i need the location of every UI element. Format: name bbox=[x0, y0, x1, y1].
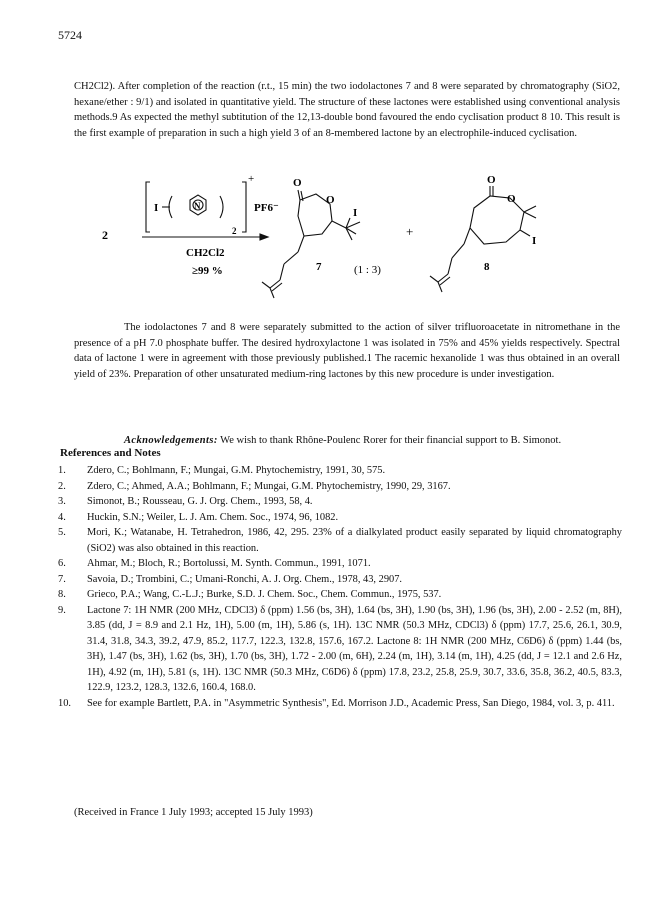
reference-text: Simonot, B.; Rousseau, G. J. Org. Chem., 1993, 58, 4. bbox=[87, 496, 313, 507]
reference-text: Savoia, D.; Trombini, C.; Umani-Ronchi, A. J. Org. Chem., 1978, 43, 2907. bbox=[87, 573, 403, 585]
received-date: (Received in France 1 July 1993; accepted 15 July 1993) bbox=[74, 807, 313, 818]
yield-label: ≥99 % bbox=[192, 265, 223, 277]
reference-text: Huckin, S.N.; Weiler, L. J. Am. Chem. Soc., 1974, 96, 1082. bbox=[87, 511, 339, 523]
reagent-iodine: I bbox=[154, 202, 159, 214]
paragraph-2: The iodolactones 7 and 8 were separately submitted to the action of silver trifluoroacetate in nitromethane in the presence of a pH 7.0 phosphate buffer. The desired hydroxylactone 1 was isolated in 75% and 45% yields respectively. Spectral data of lactone 1 were in agreement with those previously published.1 The racemic hexanolide 1 was thus obtained in an overall yield of 23%. Preparation of other unsaturated medium-ring lactones by this new procedure is under investigation. bbox=[74, 322, 620, 380]
product-7-iodine: I bbox=[353, 207, 358, 219]
solvent-label: CH2Cl2 bbox=[186, 247, 225, 259]
reference-number: 10. bbox=[58, 697, 71, 709]
right-bracket bbox=[242, 182, 246, 232]
reference-text: Grieco, P.A.; Wang, C.-L.J.; Burke, S.D. J. Chem. Soc., Chem. Commun., 1975, 537. bbox=[87, 589, 442, 600]
product-7-carbonyl-oxygen: O bbox=[293, 177, 302, 189]
reagent-charge: + bbox=[248, 173, 255, 185]
reference-text: Lactone 7: 1H NMR (200 MHz, CDCl3) δ (ppm) 1.56 (bs, 3H), 1.64 (bs, 3H), 1.90 (bs, 3H), 1.96 (bs, 3H), 2.00 - 2.52 (m, 8H), 3.85 (dd, J = 8.9 and 2.1 Hz, 1H), 5.00 (m, 1H), 5.86 (s, 1H). 13C NMR (50.3 MHz, CDCl3) δ (ppm) 17.7, 25.6, 26.1, 30.9, 31.4, 31.8, 34.3, 39.2, 47.9, 85.2, 117.7, 122.3, 132.8, 157.6, 167.2. Lactone 8: 1H NMR (200 MHz, C6D6) δ (ppm) 1.44 (bs, 3H), 1.47 (bs, 3H), 1.62 (bs, 3H), 1.70 (bs, 3H), 1.72 - 2.00 (m, 6H), 2.24 (m, 1H), 3.14 (m, 1H), 4.25 (dd, J = 12.1 and 2.6 Hz, 1H), 4.92 (m, 1H), 5.81 (s, 1H). 13C NMR (50.3 MHz, C6D6) δ (ppm) 17.8, 23.2, 25.8, 25.9, 30.7, 33.6, 35.8, 36.2, 40.5, 83.3, 122.9, 123.2, 128.3, 132.6, 160.4, 168.0. bbox=[87, 604, 622, 693]
reference-item bbox=[58, 463, 622, 479]
plus-sign: + bbox=[406, 224, 414, 239]
product-8-structure bbox=[430, 186, 536, 292]
reference-text: See for example Bartlett, P.A. in "Asymmetric Synthesis", Ed. Morrison J.D., Academic Press, San Diego, 1984, vol. 3, p. 411. bbox=[87, 697, 615, 709]
left-bracket bbox=[146, 182, 150, 232]
references-heading: References and Notes bbox=[60, 447, 161, 459]
reference-number: 9. bbox=[58, 604, 66, 616]
reagent-subscript: 2 bbox=[232, 226, 237, 236]
reference-number: 6. bbox=[58, 558, 66, 569]
reaction-scheme bbox=[92, 166, 612, 301]
reference-number: 8. bbox=[58, 589, 66, 600]
product-8-label: 8 bbox=[484, 261, 490, 273]
acknowledgements bbox=[74, 433, 620, 448]
reference-text: Zdero, C.; Bohlmann, F.; Mungai, G.M. Phytochemistry, 1991, 30, 575. bbox=[87, 465, 386, 476]
counterion: PF6⁻ bbox=[254, 202, 279, 214]
reference-number: 4. bbox=[58, 511, 66, 523]
reference-text: Ahmar, M.; Bloch, R.; Bortolussi, M. Synth. Commun., 1991, 1071. bbox=[87, 558, 371, 569]
product-8-ring-oxygen: O bbox=[507, 193, 516, 205]
reference-number: 1. bbox=[58, 465, 66, 476]
acknowledgements-text: We wish to thank Rhône-Poulenc Rorer for their financial support to B. Simonot. bbox=[217, 435, 562, 446]
reference-text: Mori, K.; Watanabe, H. Tetrahedron, 1986, 42, 295. 23% of a dialkylated product easily separated by liquid chromatography (SiO2) was also obtained in this reaction. bbox=[87, 527, 622, 554]
reagent-nitrogen: N bbox=[194, 201, 201, 211]
reference-number: 3. bbox=[58, 496, 66, 507]
paragraph-1: CH2Cl2). After completion of the reaction (r.t., 15 min) the two iodolactones 7 and 8 were separated by chromatography (SiO2, hexane/ether : 9/1) and isolated in quantitative yield. The structure of these lactones were established using conventional analysis methods.9 As expected the methyl subtitution of the 12,13-double bond favoured the endo cyclisation product 8 10. This result is the first example of preparation in such a high yield 3 of an 8-membered lactone by an electrophile-induced cyclisation. bbox=[74, 81, 620, 139]
page-number: 5724 bbox=[58, 28, 82, 42]
reference-item bbox=[58, 479, 622, 495]
reference-item bbox=[58, 525, 622, 556]
reactant-number: 2 bbox=[102, 228, 108, 242]
reference-item bbox=[58, 556, 622, 572]
reference-item bbox=[58, 510, 622, 526]
product-8-iodine: I bbox=[532, 235, 537, 247]
reference-text: Zdero, C.; Ahmed, A.A.; Bohlmann, F.; Mungai, G.M. Phytochemistry, 1990, 29, 3167. bbox=[87, 480, 451, 492]
product-8-carbonyl-oxygen: O bbox=[487, 174, 496, 186]
acknowledgements-label: Acknowledgements: bbox=[124, 435, 218, 446]
reference-number: 5. bbox=[58, 527, 66, 538]
reference-item bbox=[58, 587, 622, 603]
reference-number: 2. bbox=[58, 480, 66, 492]
reference-number: 7. bbox=[58, 573, 66, 585]
product-ratio: (1 : 3) bbox=[354, 264, 381, 276]
reference-item bbox=[58, 572, 622, 588]
reference-item bbox=[58, 696, 622, 712]
reference-item bbox=[58, 494, 622, 510]
reference-item bbox=[58, 603, 622, 696]
references-list bbox=[58, 463, 622, 711]
product-7-label: 7 bbox=[316, 261, 322, 273]
product-7-ring-oxygen: O bbox=[326, 194, 335, 206]
